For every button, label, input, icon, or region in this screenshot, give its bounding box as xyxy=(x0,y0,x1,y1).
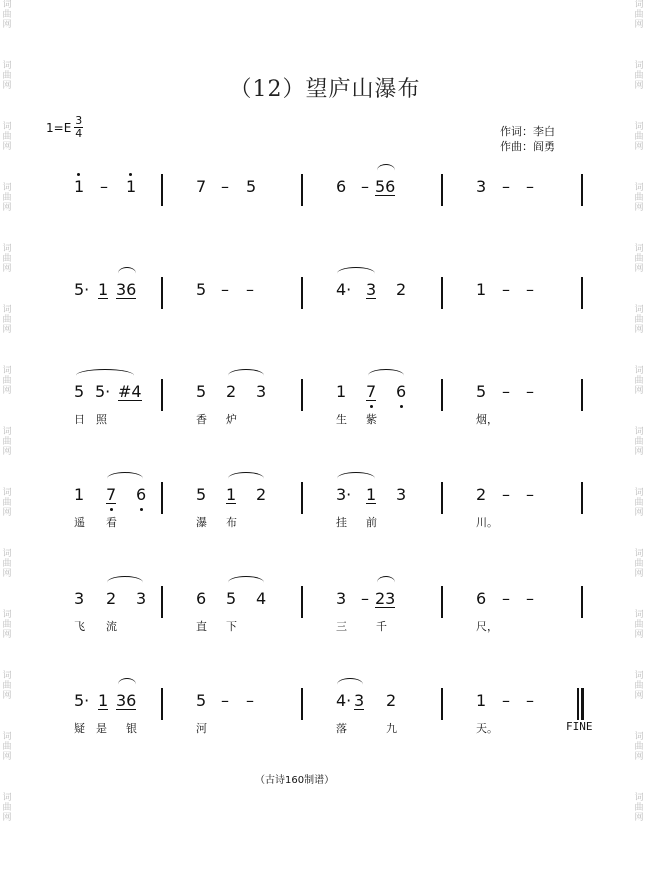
dash: – xyxy=(502,485,510,504)
watermark-char: 词 xyxy=(2,183,12,193)
lyric: 紫 xyxy=(366,413,377,426)
octave-dot xyxy=(110,508,113,511)
watermark-char: 网 xyxy=(634,569,644,579)
watermark-char: 网 xyxy=(634,447,644,457)
note: 5 xyxy=(476,382,487,401)
note: 5· xyxy=(95,382,111,401)
watermark-char: 词 xyxy=(2,732,12,742)
dash: – xyxy=(502,382,510,401)
watermark-char: 词 xyxy=(2,793,12,803)
dash: – xyxy=(526,589,534,608)
lyric: 银 xyxy=(126,722,137,735)
dash: – xyxy=(526,280,534,299)
slur xyxy=(368,369,404,382)
note: 1 xyxy=(74,177,85,196)
watermark-char: 网 xyxy=(634,264,644,274)
time-denominator: 4 xyxy=(75,127,83,140)
slur xyxy=(377,164,395,177)
watermark-char: 曲 xyxy=(634,376,644,386)
octave-dot xyxy=(370,405,373,408)
note: 1 xyxy=(98,691,109,710)
note: 4· xyxy=(336,280,352,299)
lyric: 川。 xyxy=(476,516,498,529)
dash: – xyxy=(526,691,534,710)
note: 3 xyxy=(354,691,365,710)
dash: – xyxy=(502,280,510,299)
watermark-group xyxy=(634,793,643,823)
note: 4 xyxy=(256,589,267,608)
note-sharp: #4 xyxy=(118,382,142,401)
watermark-char: 曲 xyxy=(634,498,644,508)
watermark-char: 曲 xyxy=(634,803,644,813)
dash: – xyxy=(526,177,534,196)
watermark-char: 网 xyxy=(634,752,644,762)
watermark-char: 网 xyxy=(634,691,644,701)
watermark-char: 曲 xyxy=(2,437,12,447)
note: 1 xyxy=(366,485,377,504)
dash: – xyxy=(361,177,369,196)
slur xyxy=(337,472,375,485)
note: 3 xyxy=(396,485,407,504)
dash: – xyxy=(526,382,534,401)
note: 3· xyxy=(336,485,352,504)
octave-dot xyxy=(400,405,403,408)
watermark-char: 网 xyxy=(634,20,644,30)
watermark-char: 曲 xyxy=(634,193,644,203)
watermark-char: 网 xyxy=(634,630,644,640)
note-group: 36 xyxy=(116,691,137,710)
watermark-group xyxy=(2,793,11,823)
note: 1 xyxy=(74,485,85,504)
note: 5 xyxy=(196,691,207,710)
slur xyxy=(228,369,264,382)
slur xyxy=(228,472,264,485)
dash: – xyxy=(526,485,534,504)
watermark-group xyxy=(634,122,643,152)
note-group: 23 xyxy=(375,589,396,608)
note: 2 xyxy=(226,382,237,401)
time-signature xyxy=(74,115,83,140)
barline xyxy=(441,482,443,514)
barline xyxy=(161,174,163,206)
barline xyxy=(581,482,583,514)
lyric: 炉 xyxy=(226,413,237,426)
watermark-char: 曲 xyxy=(2,559,12,569)
watermark-char: 词 xyxy=(634,427,644,437)
barline xyxy=(581,379,583,411)
note: 1 xyxy=(126,177,137,196)
note: 3 xyxy=(136,589,147,608)
watermark-char: 词 xyxy=(2,549,12,559)
lyric: 前 xyxy=(366,516,377,529)
dash: – xyxy=(502,589,510,608)
lyric: 挂 xyxy=(336,516,347,529)
lyric: 看 xyxy=(106,516,117,529)
barline xyxy=(301,482,303,514)
lyric: 遥 xyxy=(74,516,85,529)
watermark-char: 词 xyxy=(634,610,644,620)
note: 3 xyxy=(74,589,85,608)
dash: – xyxy=(502,691,510,710)
watermark-char: 网 xyxy=(2,142,12,152)
lyric: 布 xyxy=(226,516,237,529)
time-numerator: 3 xyxy=(75,114,83,127)
watermark-char: 网 xyxy=(2,81,12,91)
barline xyxy=(301,586,303,618)
final-barline-thin xyxy=(577,688,579,720)
slur xyxy=(337,267,375,280)
watermark-char: 词 xyxy=(634,671,644,681)
watermark-group xyxy=(2,122,11,152)
watermark-char: 词 xyxy=(634,305,644,315)
watermark-char: 网 xyxy=(634,142,644,152)
watermark-char: 网 xyxy=(2,203,12,213)
lyric: 天。 xyxy=(476,722,498,735)
note: 6 xyxy=(396,382,407,401)
lyric: 流 xyxy=(106,620,117,633)
lyric: 九 xyxy=(386,722,397,735)
watermark-char: 网 xyxy=(2,752,12,762)
lyric: 三 xyxy=(336,620,347,633)
slur xyxy=(76,369,134,382)
note: 5 xyxy=(74,382,85,401)
watermark-char: 曲 xyxy=(2,315,12,325)
watermark-char: 网 xyxy=(634,203,644,213)
watermark-char: 词 xyxy=(2,427,12,437)
watermark-char: 网 xyxy=(634,325,644,335)
watermark-group xyxy=(2,671,11,701)
watermark-char: 词 xyxy=(2,61,12,71)
watermark-char: 曲 xyxy=(634,620,644,630)
note: 1 xyxy=(476,691,487,710)
note: 5 xyxy=(246,177,257,196)
note: 3 xyxy=(366,280,377,299)
watermark-char: 词 xyxy=(2,305,12,315)
lyric: 尺， xyxy=(476,620,498,633)
note: 7 xyxy=(196,177,207,196)
watermark-char: 词 xyxy=(634,0,644,10)
watermark-char: 词 xyxy=(2,244,12,254)
barline xyxy=(161,379,163,411)
watermark-char: 曲 xyxy=(2,71,12,81)
watermark-char: 曲 xyxy=(634,10,644,20)
barline xyxy=(441,688,443,720)
watermark-char: 词 xyxy=(634,183,644,193)
watermark-char: 曲 xyxy=(2,620,12,630)
note: 5 xyxy=(196,485,207,504)
watermark-char: 词 xyxy=(2,488,12,498)
watermark-char: 曲 xyxy=(634,437,644,447)
slur xyxy=(337,678,363,691)
score-row-5 xyxy=(0,589,650,662)
slur xyxy=(228,576,264,589)
key-signature xyxy=(46,115,83,140)
watermark-char: 曲 xyxy=(634,254,644,264)
note: 2 xyxy=(396,280,407,299)
watermark-char: 词 xyxy=(2,366,12,376)
watermark-char: 词 xyxy=(2,0,12,10)
watermark-char: 曲 xyxy=(634,132,644,142)
lyric: 飞 xyxy=(74,620,85,633)
dash: – xyxy=(246,691,254,710)
note: 5 xyxy=(226,589,237,608)
note: 6 xyxy=(196,589,207,608)
lyric: 烟， xyxy=(476,413,498,426)
barline xyxy=(441,174,443,206)
note-group: 56 xyxy=(375,177,396,196)
dash: – xyxy=(100,177,108,196)
watermark-char: 网 xyxy=(634,813,644,823)
score-row-2 xyxy=(0,280,650,353)
watermark-char: 网 xyxy=(634,386,644,396)
watermark-char: 曲 xyxy=(2,498,12,508)
lyric: 河 xyxy=(196,722,207,735)
watermark-char: 词 xyxy=(2,122,12,132)
octave-dot xyxy=(140,508,143,511)
watermark-char: 网 xyxy=(2,630,12,640)
barline xyxy=(161,688,163,720)
note: 3 xyxy=(476,177,487,196)
dash: – xyxy=(246,280,254,299)
note: 5· xyxy=(74,280,90,299)
credits xyxy=(500,124,555,154)
watermark-char: 网 xyxy=(634,508,644,518)
note: 5 xyxy=(196,382,207,401)
note: 5 xyxy=(196,280,207,299)
note: 2 xyxy=(256,485,267,504)
lyric: 香 xyxy=(196,413,207,426)
fine-mark: FINE xyxy=(566,720,593,733)
note: 3 xyxy=(256,382,267,401)
note: 4· xyxy=(336,691,352,710)
barline xyxy=(301,174,303,206)
watermark-char: 曲 xyxy=(2,681,12,691)
octave-dot xyxy=(77,173,80,176)
watermark-char: 曲 xyxy=(2,742,12,752)
score-row-3 xyxy=(0,382,650,455)
watermark-char: 网 xyxy=(2,386,12,396)
slur xyxy=(118,267,136,280)
final-barline-thick xyxy=(581,688,584,720)
watermark-char: 词 xyxy=(634,122,644,132)
barline xyxy=(161,277,163,309)
watermark-char: 词 xyxy=(634,549,644,559)
watermark-char: 曲 xyxy=(2,10,12,20)
watermark-char: 词 xyxy=(634,488,644,498)
note: 3 xyxy=(336,589,347,608)
lyric: 下 xyxy=(226,620,237,633)
dash: – xyxy=(361,589,369,608)
watermark-char: 网 xyxy=(2,447,12,457)
song-title: （12）望庐山瀑布 xyxy=(229,77,421,102)
watermark-char: 网 xyxy=(2,813,12,823)
watermark-char: 词 xyxy=(634,366,644,376)
watermark-char: 曲 xyxy=(2,254,12,264)
barline xyxy=(441,277,443,309)
slur xyxy=(118,678,136,691)
footer-note: （古诗160制谱） xyxy=(255,775,335,786)
watermark-char: 网 xyxy=(2,264,12,274)
watermark-group xyxy=(634,671,643,701)
watermark-group xyxy=(634,366,643,396)
note: 5· xyxy=(74,691,90,710)
dash: – xyxy=(221,280,229,299)
note: 6 xyxy=(476,589,487,608)
octave-dot xyxy=(129,173,132,176)
watermark-char: 网 xyxy=(2,569,12,579)
watermark-char: 曲 xyxy=(2,803,12,813)
watermark-char: 词 xyxy=(2,610,12,620)
barline xyxy=(161,482,163,514)
score-row-1 xyxy=(0,177,650,250)
slur xyxy=(107,576,143,589)
watermark-char: 曲 xyxy=(634,71,644,81)
watermark-char: 网 xyxy=(2,20,12,30)
note: 1 xyxy=(336,382,347,401)
lyric: 是 xyxy=(96,722,107,735)
note: 1 xyxy=(98,280,109,299)
lyric: 日 xyxy=(74,413,85,426)
watermark-char: 曲 xyxy=(2,376,12,386)
watermark-char: 曲 xyxy=(634,681,644,691)
watermark-char: 网 xyxy=(2,325,12,335)
barline xyxy=(301,688,303,720)
note-group: 36 xyxy=(116,280,137,299)
composer: 作曲：阎勇 xyxy=(500,140,555,153)
watermark-char: 曲 xyxy=(2,132,12,142)
slur xyxy=(377,576,395,589)
lyric: 落 xyxy=(336,722,347,735)
watermark-char: 词 xyxy=(634,61,644,71)
watermark-char: 网 xyxy=(634,81,644,91)
note: 2 xyxy=(386,691,397,710)
watermark-char: 词 xyxy=(2,671,12,681)
watermark-group xyxy=(2,0,11,30)
watermark-char: 词 xyxy=(634,793,644,803)
lyric: 千 xyxy=(376,620,387,633)
note: 1 xyxy=(226,485,237,504)
note: 6 xyxy=(136,485,147,504)
watermark-char: 曲 xyxy=(634,559,644,569)
note: 6 xyxy=(336,177,347,196)
barline xyxy=(581,586,583,618)
barline xyxy=(441,379,443,411)
watermark-char: 曲 xyxy=(2,193,12,203)
score-row-4 xyxy=(0,485,650,558)
lyric: 生 xyxy=(336,413,347,426)
score-row-6 xyxy=(0,691,650,764)
key-label: 1=E xyxy=(46,120,72,135)
watermark-char: 曲 xyxy=(634,742,644,752)
lyricist: 作词：李白 xyxy=(500,125,555,138)
note: 7 xyxy=(366,382,377,401)
watermark-char: 网 xyxy=(2,508,12,518)
watermark-char: 曲 xyxy=(634,315,644,325)
dash: – xyxy=(221,177,229,196)
slur xyxy=(107,472,143,485)
barline xyxy=(301,277,303,309)
dash: – xyxy=(502,177,510,196)
barline xyxy=(161,586,163,618)
note: 2 xyxy=(476,485,487,504)
barline xyxy=(581,277,583,309)
note: 7 xyxy=(106,485,117,504)
lyric: 照 xyxy=(96,413,107,426)
barline xyxy=(301,379,303,411)
lyric: 瀑 xyxy=(196,516,207,529)
watermark-char: 词 xyxy=(634,732,644,742)
barline xyxy=(581,174,583,206)
note: 1 xyxy=(476,280,487,299)
watermark-char: 词 xyxy=(634,244,644,254)
watermark-group xyxy=(2,366,11,396)
lyric: 疑 xyxy=(74,722,85,735)
barline xyxy=(441,586,443,618)
watermark-char: 网 xyxy=(2,691,12,701)
watermark-group xyxy=(634,0,643,30)
dash: – xyxy=(221,691,229,710)
lyric: 直 xyxy=(196,620,207,633)
note: 2 xyxy=(106,589,117,608)
